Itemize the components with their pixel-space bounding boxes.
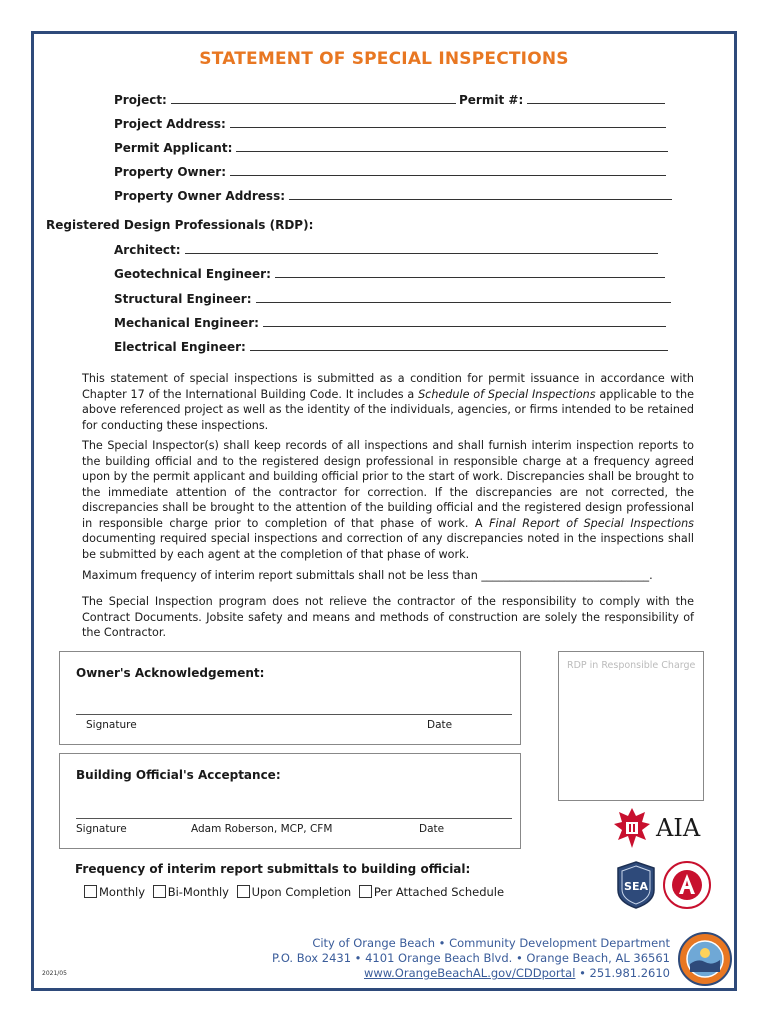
- architect-label: Architect:: [114, 243, 181, 257]
- checkbox-per-schedule[interactable]: [359, 885, 372, 898]
- owner-signature-line[interactable]: [76, 714, 512, 715]
- architect-field[interactable]: [114, 242, 658, 257]
- property-owner-address-label: Property Owner Address:: [114, 189, 286, 203]
- official-signature-label: Signature: [76, 823, 127, 835]
- rdp-heading: Registered Design Professionals (RDP):: [46, 218, 314, 232]
- owner-ack-box: [59, 651, 521, 745]
- owner-ack-heading: Owner's Acknowledgement:: [76, 666, 265, 680]
- project-field[interactable]: [114, 92, 456, 107]
- property-owner-field[interactable]: [114, 164, 666, 179]
- permit-applicant-input[interactable]: [236, 140, 668, 152]
- sea-shield-icon: [616, 860, 656, 910]
- geotechnical-input[interactable]: [275, 266, 665, 278]
- mechanical-input[interactable]: [263, 315, 666, 327]
- agc-seal-icon: [662, 860, 712, 910]
- inspector-paragraph: The Special Inspector(s) shall keep records of all inspections and shall furnish interim inspection reports to the building official and to the registered design professional in responsible charge at a frequency agreed upon by the permit applicant and building official prior to the start of work. Discrepancies shall be brought to the immediate attention of the contractor for correction. If the discrepancies are not corrected, the discrepancies shall be brought to the attention of the building official and the registered design professional in responsible charge prior to completion of that phase of work. A Final Report of Special Inspections documenting required special inspections and correction of any discrepancies noted in the inspections shall be submitted by each agent at the completion of that phase of work.: [82, 439, 694, 561]
- owner-signature-label: Signature: [86, 719, 137, 731]
- page-border: [31, 31, 737, 991]
- official-name: Adam Roberson, MCP, CFM: [191, 823, 333, 835]
- footer: [272, 936, 670, 981]
- footer-contact: [272, 966, 670, 981]
- footer-address: P.O. Box 2431 • 4101 Orange Beach Blvd. • Orange Beach, AL 36561: [272, 951, 670, 965]
- project-address-input[interactable]: [230, 116, 666, 128]
- mechanical-label: Mechanical Engineer:: [114, 316, 259, 330]
- rdp-stamp-label: RDP in Responsible Charge: [567, 660, 696, 671]
- project-address-label: Project Address:: [114, 117, 226, 131]
- sea-text: SEA: [624, 880, 648, 893]
- electrical-label: Electrical Engineer:: [114, 340, 246, 354]
- permit-label: Permit #:: [459, 93, 524, 107]
- agc-logo: [662, 860, 712, 910]
- option-monthly[interactable]: Monthly: [80, 885, 145, 899]
- page-title: STATEMENT OF SPECIAL INSPECTIONS: [199, 49, 569, 69]
- structural-input[interactable]: [256, 291, 671, 303]
- option-upon-completion[interactable]: Upon Completion: [233, 885, 352, 899]
- permit-applicant-field[interactable]: [114, 140, 668, 155]
- frequency-heading: Frequency of interim report submittals to building official:: [75, 862, 471, 876]
- portal-link[interactable]: www.OrangeBeachAL.gov/CDDportal: [363, 966, 576, 980]
- geotechnical-field[interactable]: [114, 266, 665, 281]
- city-seal: [678, 932, 732, 986]
- sea-logo: [616, 860, 656, 910]
- checkbox-bi-monthly[interactable]: [153, 885, 166, 898]
- frequency-options: [80, 885, 504, 899]
- checkbox-monthly[interactable]: [84, 885, 97, 898]
- aia-text: AIA: [656, 814, 701, 842]
- architect-input[interactable]: [185, 242, 658, 254]
- option-per-schedule[interactable]: Per Attached Schedule: [355, 885, 504, 899]
- owner-date-label: Date: [427, 719, 453, 731]
- official-box: [59, 753, 521, 849]
- max-frequency-paragraph: Maximum frequency of interim report submittals shall not be less than ______________________________.: [82, 569, 653, 582]
- responsibility-paragraph: The Special Inspection program does not relieve the contractor of the responsibility to comply with the Contract Documents. Jobsite safety and means and methods of construction are solely the responsibility of the Contractor.: [82, 595, 694, 639]
- property-owner-address-input[interactable]: [289, 188, 672, 200]
- permit-applicant-label: Permit Applicant:: [114, 141, 233, 155]
- electrical-input[interactable]: [250, 339, 668, 351]
- permit-input[interactable]: [527, 92, 665, 104]
- official-date-label: Date: [419, 823, 445, 835]
- project-address-field[interactable]: [114, 116, 666, 131]
- aia-eagle-icon: [612, 806, 652, 850]
- checkbox-upon-completion[interactable]: [237, 885, 250, 898]
- footer-phone: • 251.981.2610: [575, 966, 670, 980]
- property-owner-input[interactable]: [230, 164, 666, 176]
- version-label: 2021/05: [42, 970, 67, 977]
- property-owner-address-field[interactable]: [114, 188, 672, 203]
- electrical-field[interactable]: [114, 339, 668, 354]
- structural-label: Structural Engineer:: [114, 292, 252, 306]
- aia-logo: [612, 806, 704, 850]
- footer-dept: City of Orange Beach • Community Development Department: [312, 936, 670, 950]
- official-heading: Building Official's Acceptance:: [76, 768, 281, 782]
- mechanical-field[interactable]: [114, 315, 666, 330]
- structural-field[interactable]: [114, 291, 671, 306]
- permit-field[interactable]: [459, 92, 665, 107]
- city-seal-icon: [678, 932, 732, 986]
- official-signature-line[interactable]: [76, 818, 512, 819]
- project-label: Project:: [114, 93, 167, 107]
- geotechnical-label: Geotechnical Engineer:: [114, 267, 271, 281]
- option-bi-monthly[interactable]: Bi-Monthly: [149, 885, 229, 899]
- intro-paragraph: This statement of special inspections is submitted as a condition for permit issuance in accordance with Chapter 17 of the International Building Code. It includes a Schedule of Special Inspections applicable to the above referenced project as well as the identity of the individuals, agencies, or firms intended to be retained for conducting these inspections.: [82, 372, 694, 432]
- rdp-stamp-box[interactable]: [558, 651, 704, 801]
- project-input[interactable]: [171, 92, 456, 104]
- property-owner-label: Property Owner:: [114, 165, 227, 179]
